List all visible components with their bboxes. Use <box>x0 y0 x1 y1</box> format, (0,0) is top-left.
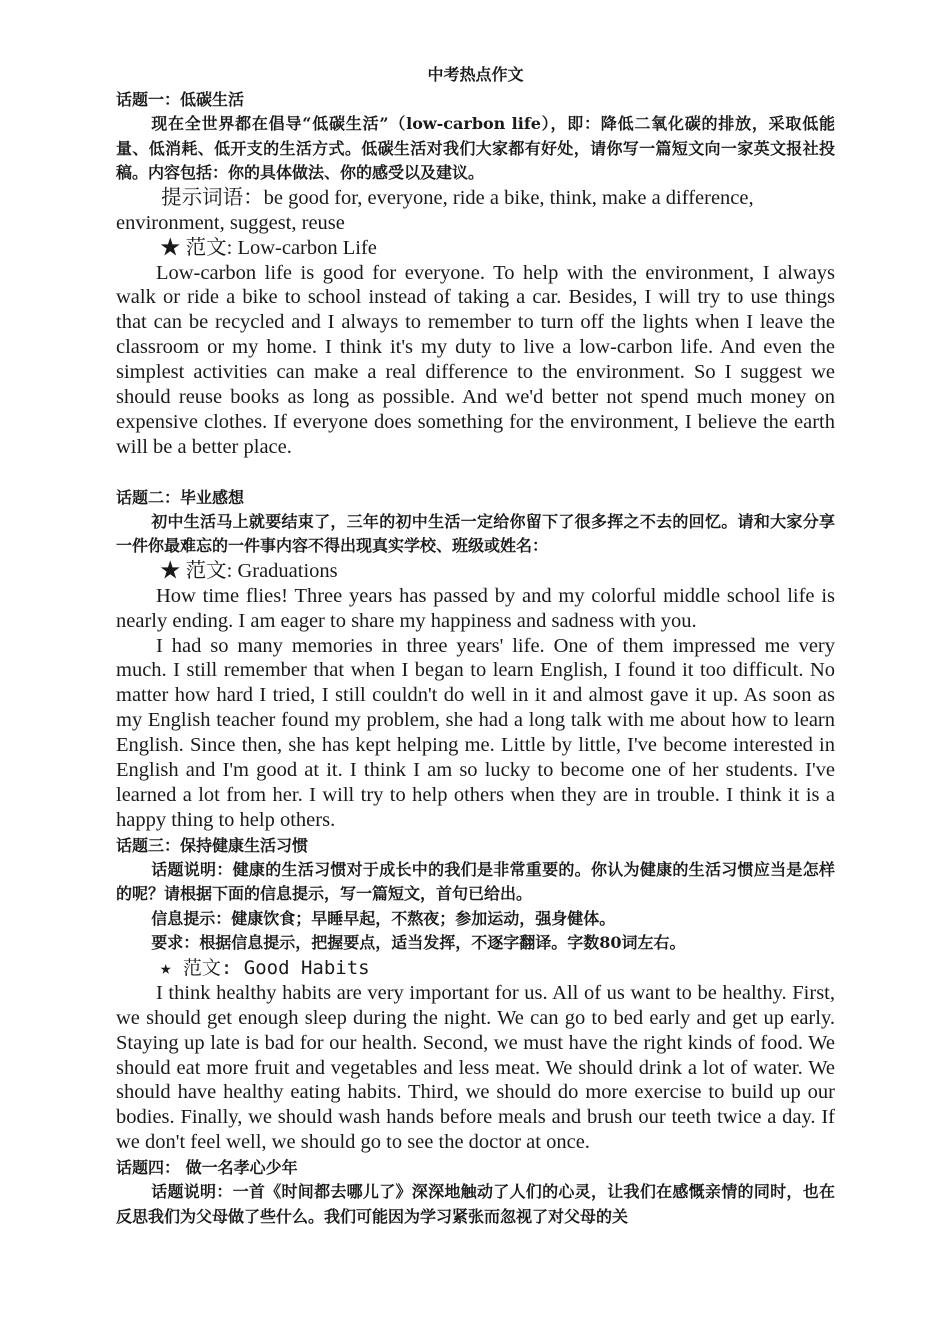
topic-1-sample-paragraph: Low-carbon life is good for everyone. To help with the environment, I always walk or ride a bike to school instead of taking a car. Besides, I will try to use things that can be recycled and I always to remember to turn off the lights when I leave the classroom or my home. I think it's my duty to live a low-carbon life. And even the simplest activities can make a real difference to the environment. So I suggest we should reuse books as long as possible. And we'd better not spend much money on expensive clothes. If everyone does something for the environment, I believe the earth will be a better place. <box>116 261 835 458</box>
topic-2-sample-paragraph-2: I had so many memories in three years' life. One of them impressed me very much. I still remember that when I began to learn English, I found it too difficult. No matter how hard I tried, I still couldn't do well in it and almost gave it up. As soon as my English teacher found my problem, she had a long talk with me about how to learn English. Since then, she has kept helping me. Little by little, I've become interested in English and I'm good at it. I think I am so lucky to become one of her students. I've learned a lot from her. I will try to help others when they are in trouble. I think it is a happy thing to help others. <box>116 634 835 831</box>
topic-2-prompt: 初中生活马上就要结束了，三年的初中生活一定给你留下了很多挥之不去的回忆。请和大家分享一件你最难忘的一件事内容不得出现真实学校、班级或姓名： <box>116 511 835 556</box>
topic-3-sample-title: ★ 范文: Good Habits <box>160 956 370 979</box>
topic-1-sample-title: ★ 范文: Low-carbon Life <box>160 236 377 259</box>
document-body <box>116 62 835 1229</box>
topic-3-sample-paragraph: I think healthy habits are very important for us. All of us want to be healthy. First, we should get enough sleep during the night. We can go to bed early and get up early. Staying up late is bad for our health. Second, we must have the right kinds of food. We should eat more fruit and vegetables and less meat. We should drink a lot of water. We should have healthy eating habits. Third, we should do more exercise to build up our bodies. Finally, we should wash hands before meals and brush our teeth twice a day. If we don't feel well, we should go to see the doctor at once. <box>116 981 835 1154</box>
topic-2-sample-title: ★ 范文: Graduations <box>160 559 338 582</box>
topic-3-heading: 话题三：保持健康生活习惯 <box>116 835 309 855</box>
topic-1-hint-words: 提示词语：be good for, everyone, ride a bike, think, make a difference, environment, suggest, reuse <box>116 186 754 234</box>
topic-2-heading: 话题二：毕业感想 <box>116 487 245 507</box>
topic-4-prompt: 话题说明：一首《时间都去哪儿了》深深地触动了人们的心灵，让我们在感慨亲情的同时，也在反思我们为父母做了些什么。我们可能因为学习紧张而忽视了对父母的关 <box>116 1182 835 1226</box>
topic-2-sample-paragraph-1: How time flies! Three years has passed by and my colorful middle school life is nearly ending. I am eager to share my happiness and sadness with you. <box>116 584 835 632</box>
topic-4-heading: 话题四： 做一名孝心少年 <box>116 1158 298 1178</box>
topic-1-heading: 话题一：低碳生活 <box>116 90 245 109</box>
topic-3-info: 信息提示：健康饮食；早睡早起，不熬夜；参加运动，强身健体。 <box>151 908 616 928</box>
section-gap <box>116 460 835 485</box>
topic-3-requirement: 要求：根据信息提示，把握要点，适当发挥，不逐字翻译。字数80词左右。 <box>151 933 686 953</box>
topic-3-prompt: 话题说明：健康的生活习惯对于成长中的我们是非常重要的。你认为健康的生活习惯应当是怎样的呢？请根据下面的信息提示，写一篇短文，首句已给出。 <box>116 859 835 904</box>
topic-1-prompt: 现在全世界都在倡导“低碳生活”（low-carbon life），即：降低二氧化碳的排放，采取低能量、低消耗、低开支的生活方式。低碳生活对我们大家都有好处，请你写一篇短文向一家英文报社投稿。内容包括：你的具体做法、你的感受以及建议。 <box>116 114 835 182</box>
document-title: 中考热点作文 <box>427 65 524 84</box>
